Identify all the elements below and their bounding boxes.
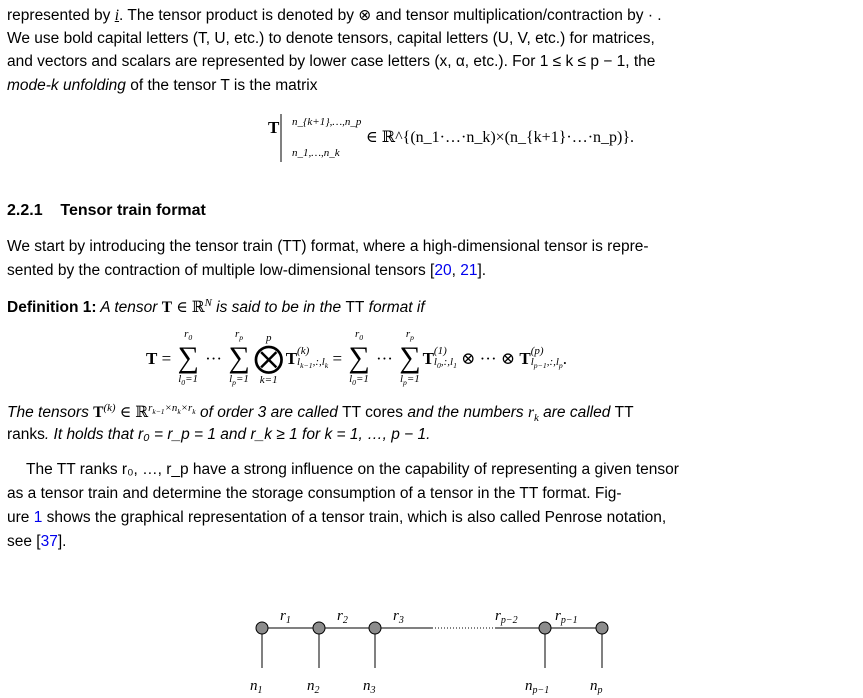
index-symbol: i	[114, 7, 120, 24]
para1-line-2	[7, 262, 486, 280]
para-text: ].	[57, 533, 67, 550]
para1-line-1: We start by introducing the tensor train (TT) format, where a high-dimensional tensor is repre-	[7, 238, 649, 255]
mode-label: $n_p$	[590, 678, 603, 695]
para-text: ].	[477, 262, 487, 279]
para-text: . It holds that r₀ = r_p = 1 and r_k ≥ 1 for k = 1, …, p − 1.	[44, 426, 431, 443]
section-title: Tensor train format	[60, 202, 206, 219]
rank-label: $r_2$	[337, 608, 348, 626]
mode-label: $n_2$	[307, 678, 320, 695]
core-node	[539, 622, 551, 634]
sum-symbol: $r_0$ ∑ $l_0=1$	[177, 327, 199, 388]
intro-text: represented by	[7, 7, 115, 24]
para-text: The tensors	[7, 404, 94, 422]
intro-line-2: We use bold capital letters (T, U, etc.) to denote tensors, capital letters (U, V, etc.) for matrices,	[7, 30, 655, 47]
rank-label: $r_1$	[280, 608, 291, 626]
figure-link-1[interactable]: 1	[33, 509, 43, 526]
citation-link-20[interactable]: 20	[434, 262, 452, 279]
para3-line-1: The TT ranks r₀, …, r_p have a strong influence on the capability of representing a given tensor	[26, 461, 679, 478]
core-node	[596, 622, 608, 634]
intro-text: of the tensor T is the matrix	[125, 77, 318, 94]
mode-label: $n_3$	[363, 678, 376, 695]
para-text: see [	[7, 533, 41, 550]
para-text: of order 3 are called	[195, 404, 343, 422]
evaluation-bar	[278, 112, 284, 164]
mode-label: $n_1$	[250, 678, 263, 695]
unfold-rhs: ∈ ℝ^{(n_1·…·n_k)×(n_{k+1}·…·n_p)}.	[366, 129, 635, 146]
citation-link-37[interactable]: 37	[40, 533, 58, 550]
rank-label: $r_{p-1}$	[555, 608, 578, 626]
unfold-lower-index: n_1,…,n_k	[292, 147, 340, 159]
para2-line-2	[7, 426, 430, 444]
para2-line-1: The tensors $T^{(k)}$ ∈ ℝ$^{r_{k-1}\times n_k\times r_k}$ of order 3 are called TT cores and the numbers $r_k$ are called TT	[7, 402, 634, 425]
sum-symbol: $r_0$ ∑ $l_0=1$	[348, 327, 370, 388]
core-node	[256, 622, 268, 634]
section-heading	[7, 202, 206, 220]
intro-line-4	[7, 77, 317, 95]
tt-definition-equation: T = $r_0$ ∑ $l_0=1$ ··· $r_p$ ∑ $l_p=1$ p ⨂ k=1 T (k) $l_{k-1},:,l_k$ = $r_0$ ∑ $l_0=1$ ··· $r_p$ ∑ $l_p=1$ T (1) $l_0,:,l_1$ ⊗ ··· ⊗ T (p) $l_{p-1},:,l_p$ .	[146, 327, 568, 388]
para-text: sented by the contraction of multiple low-dimensional tensors [	[7, 262, 435, 279]
para-text: shows the graphical representation of a tensor train, which is also called Penrose notation,	[42, 509, 667, 526]
citation-link-21[interactable]: 21	[460, 262, 478, 279]
definition-line: Definition 1: A tensor T ∈ ℝ$^N$ is said to be in the TT format if	[7, 297, 425, 317]
para3-line-4	[7, 533, 66, 551]
mode-k-unfolding-term: mode-k unfolding	[7, 77, 126, 94]
rank-label: $r_3$	[393, 608, 404, 626]
definition-text: is said to be in the	[211, 299, 346, 317]
core-node	[369, 622, 381, 634]
intro-text: . The tensor product is denoted by ⊗ and tensor multiplication/contraction by · .	[119, 7, 662, 24]
definition-label: Definition 1:	[7, 299, 97, 317]
rank-label: $r_{p-2}$	[495, 608, 518, 626]
tensor-product-symbol: p ⨂ k=1	[253, 331, 284, 386]
separator: ,	[451, 262, 461, 279]
para-text: and the numbers	[403, 404, 528, 422]
tt-term: TT	[345, 299, 365, 317]
definition-text: A tensor	[96, 299, 162, 317]
intro-line-3: and vectors and scalars are represented by lower case letters (x, α, etc.). For 1 ≤ k ≤ p − 1, the	[7, 53, 656, 70]
sum-symbol: $r_p$ ∑ $l_p=1$	[399, 327, 421, 388]
intro-line-1	[7, 6, 662, 25]
tt-cores-term: TT cores	[342, 404, 404, 422]
section-number: 2.2.1	[7, 202, 43, 219]
definition-text: format if	[364, 299, 425, 317]
para-text: are called	[538, 404, 615, 422]
para3-line-3	[7, 509, 666, 527]
ranks-term: ranks	[7, 426, 45, 443]
core-node	[313, 622, 325, 634]
unfold-upper-index: n_{k+1},…,n_p	[292, 116, 362, 128]
mode-label: $n_{p-1}$	[525, 678, 550, 695]
para-text: ure	[7, 509, 34, 526]
para3-line-2: as a tensor train and determine the storage consumption of a tensor in the TT format. Fig-	[7, 485, 622, 502]
tt-term: TT	[614, 404, 634, 422]
sum-symbol: $r_p$ ∑ $l_p=1$	[228, 327, 250, 388]
tensor-train-diagram	[240, 570, 620, 695]
equation-lhs: T	[268, 118, 280, 137]
